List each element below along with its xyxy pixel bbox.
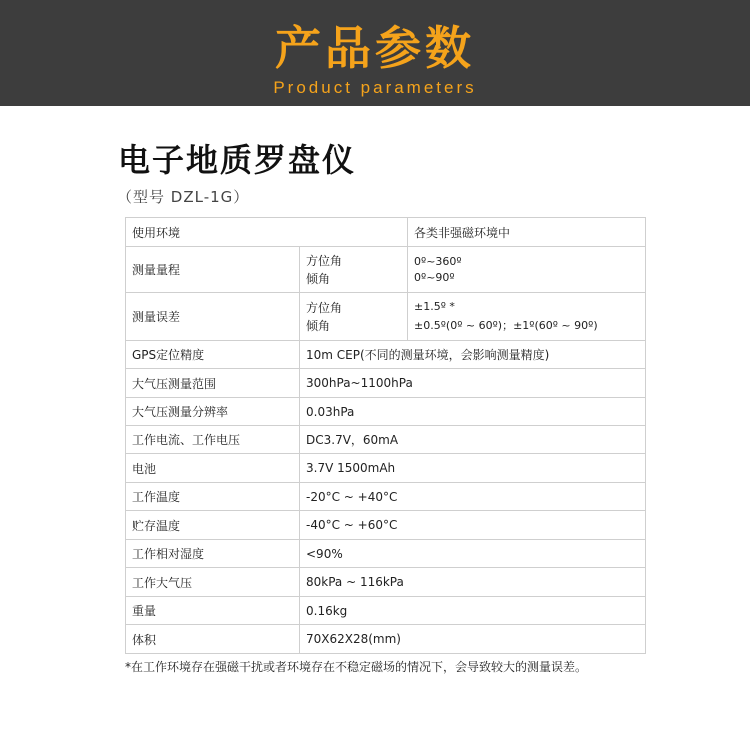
spec-value: 300hPa~1100hPa — [300, 369, 646, 398]
spec-value: 3.7V 1500mAh — [300, 454, 646, 483]
spec-label: 工作大气压 — [126, 568, 300, 597]
table-row — [126, 293, 646, 341]
spec-sublabels — [300, 293, 408, 341]
table-row — [126, 398, 646, 426]
spec-table — [125, 217, 646, 654]
banner-title: 产品参数 — [275, 21, 475, 75]
header-banner — [0, 0, 750, 106]
spec-sublabels — [300, 247, 408, 293]
spec-label: 工作温度 — [126, 483, 300, 511]
spec-sublabel: 倾角 — [306, 318, 331, 333]
product-name: 电子地质罗盘仪 — [118, 141, 357, 179]
spec-value: 0º~90º — [414, 270, 455, 284]
footnote: *在工作环境存在强磁干扰或者环境存在不稳定磁场的情况下，会导致较大的测量误差。 — [125, 660, 588, 674]
table-row — [126, 511, 646, 540]
table-row — [126, 218, 646, 247]
spec-value: ±0.5º(0º ~ 60º)；±1º(60º ~ 90º) — [414, 319, 598, 332]
spec-sublabel: 方位角 — [306, 253, 343, 268]
table-row — [126, 483, 646, 511]
spec-label: 测量量程 — [126, 247, 300, 293]
table-row — [126, 341, 646, 369]
table-row — [126, 597, 646, 625]
spec-value: DC3.7V，60mA — [300, 426, 646, 454]
spec-value: <90% — [300, 540, 646, 568]
spec-label: 体积 — [126, 625, 300, 654]
spec-label: 大气压测量范围 — [126, 369, 300, 398]
spec-label: 工作电流、工作电压 — [126, 426, 300, 454]
spec-sublabel: 倾角 — [306, 271, 331, 286]
spec-label: 重量 — [126, 597, 300, 625]
spec-label: GPS定位精度 — [126, 341, 300, 369]
table-row — [126, 625, 646, 654]
table-row — [126, 568, 646, 597]
table-row — [126, 426, 646, 454]
spec-label: 大气压测量分辨率 — [126, 398, 300, 426]
product-model: （型号 DZL-1G） — [117, 188, 250, 206]
spec-value: 0º~360º — [414, 254, 462, 268]
spec-value: 0.03hPa — [300, 398, 646, 426]
spec-label: 电池 — [126, 454, 300, 483]
spec-value: -40°C ~ +60°C — [300, 511, 646, 540]
spec-label: 贮存温度 — [126, 511, 300, 540]
table-row — [126, 247, 646, 293]
table-row — [126, 369, 646, 398]
spec-value: 10m CEP(不同的测量环境，会影响测量精度) — [300, 341, 646, 369]
table-row — [126, 540, 646, 568]
spec-value: -20°C ~ +40°C — [300, 483, 646, 511]
spec-label: 工作相对湿度 — [126, 540, 300, 568]
spec-value: 各类非强磁环境中 — [408, 218, 646, 247]
spec-label: 使用环境 — [126, 218, 408, 247]
spec-value: ±1.5º * — [414, 300, 455, 313]
banner-subtitle: Product parameters — [273, 78, 477, 97]
spec-value: 80kPa ~ 116kPa — [300, 568, 646, 597]
table-row — [126, 454, 646, 483]
spec-values — [408, 247, 646, 293]
spec-sublabel: 方位角 — [306, 300, 343, 315]
spec-label: 测量误差 — [126, 293, 300, 341]
spec-value: 70X62X28(mm) — [300, 625, 646, 654]
spec-value: 0.16kg — [300, 597, 646, 625]
spec-values — [408, 293, 646, 341]
